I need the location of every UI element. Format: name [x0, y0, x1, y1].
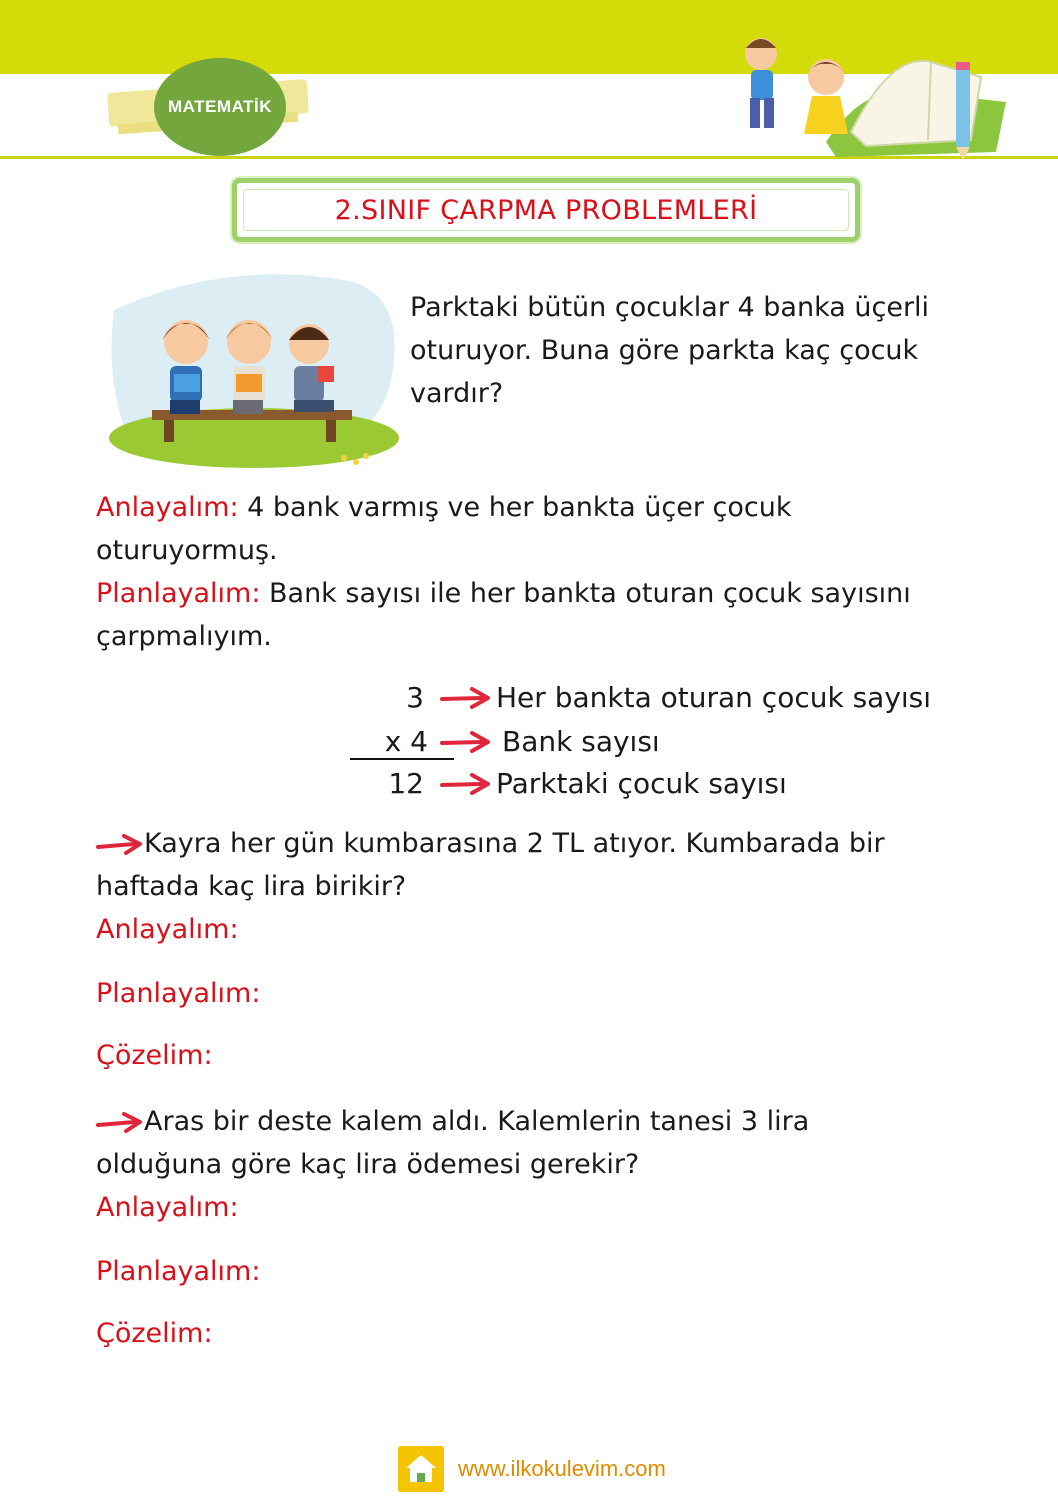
calc-value-2: x 4 [384, 725, 428, 758]
calc-label-3: Parktaki çocuk sayısı [496, 767, 787, 800]
problem2-plan-label: Planlayalım: [96, 1256, 261, 1287]
red-arrow-icon [96, 1111, 144, 1135]
problem1 [96, 822, 976, 908]
example-plan [96, 572, 976, 658]
calc-label-1: Her bankta oturan çocuk sayısı [496, 681, 932, 714]
problem2-solve-label: Çözelim: [96, 1318, 213, 1349]
calc-row-1 [360, 678, 931, 718]
problem2-understand-label: Anlayalım: [96, 1192, 239, 1223]
page-title: 2.SINIF ÇARPMA PROBLEMLERİ [243, 189, 849, 231]
problem1-understand-label: Anlayalım: [96, 914, 239, 945]
example-problem-line2: oturuyor. Buna göre parkta kaç çocuk [410, 335, 919, 366]
problem2-line1: Aras bir deste kalem aldı. Kalemlerin tanesi 3 lira [144, 1106, 810, 1137]
footer-website-link[interactable]: www.ilkokulevim.com [458, 1456, 666, 1481]
example-understand [96, 486, 976, 572]
plan-text-cont: çarpmalıyım. [96, 621, 272, 652]
understand-label: Anlayalım: [96, 492, 239, 523]
kids-with-book-illustration [716, 22, 1016, 162]
problem1-solve-label: Çözelim: [96, 1040, 213, 1071]
footer [398, 1444, 666, 1494]
red-arrow-icon [440, 772, 492, 796]
calc-row-3 [360, 764, 787, 804]
red-arrow-icon [96, 833, 144, 857]
calc-underline [350, 758, 454, 760]
calc-value-1: 3 [406, 681, 424, 714]
example-problem-line1: Parktaki bütün çocuklar 4 banka üçerli [410, 292, 930, 323]
problem1-line2: haftada kaç lira birikir? [96, 871, 407, 902]
problem2 [96, 1100, 976, 1186]
subject-badge [154, 58, 286, 156]
problem1-plan-label: Planlayalım: [96, 978, 261, 1009]
children-on-bench-illustration [104, 270, 400, 480]
problem2-line2: olduğuna göre kaç lira ödemesi gerekir? [96, 1149, 640, 1180]
plan-text: Bank sayısı ile her bankta oturan çocuk sayısını [260, 578, 911, 609]
understand-text: 4 bank varmış ve her bankta üçer çocuk [238, 492, 792, 523]
title-frame [232, 178, 860, 242]
calc-label-2: Bank sayısı [502, 725, 660, 758]
calc-value-3: 12 [388, 767, 424, 800]
red-arrow-icon [440, 686, 492, 710]
example-problem [410, 286, 970, 415]
example-problem-line3: vardır? [410, 378, 504, 409]
problem1-line1: Kayra her gün kumbarasına 2 TL atıyor. Kumbarada bir [144, 828, 885, 859]
understand-text-cont: oturuyormuş. [96, 535, 278, 566]
calc-row-2 [360, 722, 660, 762]
subject-label: MATEMATİK [168, 97, 272, 116]
red-arrow-icon [440, 730, 492, 754]
house-logo-icon [398, 1446, 444, 1492]
plan-label: Planlayalım: [96, 578, 261, 609]
